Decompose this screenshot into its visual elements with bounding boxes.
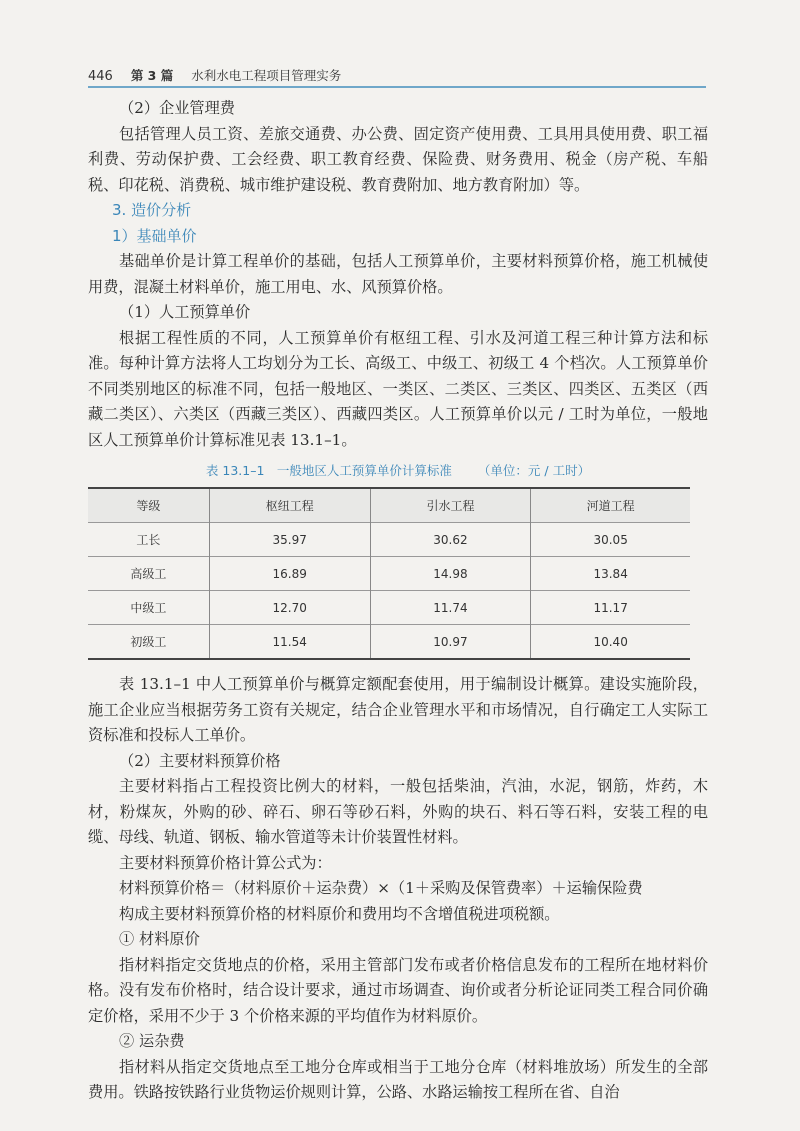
labor-price-table [88,487,690,660]
table-caption-text: 表 13.1–1 一般地区人工预算单价计算标准 [205,463,452,478]
subsection-title: ① 材料原价 [119,930,200,948]
table-header-row [88,488,690,523]
part-label: 第 3 篇 [130,68,174,83]
formula-intro: 主要材料预算价格计算公式为： [119,853,332,872]
table-caption [88,461,708,479]
table-cell: 10.97 [370,625,531,660]
paragraph: 主要材料指占工程投资比例大的材料，一般包括柴油，汽油，水泥，钢筋，炸药，木材，粉煤灰，外购的砂、碎石、卵石等砂石料，外购的块石、料石等石料，安装工程的电缆、母线、轨道、钢板、输水管道等未计价装置性材料。 [88,777,708,846]
header-cell: 引水工程 [370,488,531,523]
table-cell: 35.97 [209,523,370,557]
page-body [88,96,708,1106]
formula: 材料预算价格＝（材料原价＋运杂费）×（1＋采购及保管费率）＋运输保险费 [119,879,643,897]
header-cell: 等级 [88,488,209,523]
running-header [88,66,708,84]
paragraph: 根据工程性质的不同，人工预算单价有枢纽工程、引水及河道工程三种计算方法和标准。每种计算方法将人工均划分为工长、高级工、中级工、初级工 4 个档次。人工预算单价不同类别地区的标准不同，包括一般地区、一类区、二类区、三类区、四类区、五类区（西藏二类区）、六类区（西藏三类区）、西藏四类区。人工预算单价以元 / 工时为单位，一般地区人工预算单价计算标准见表 13.1–1。 [88,328,708,449]
heading-base-price: 1）基础单价 [112,226,197,245]
table-cell: 11.17 [531,591,690,625]
table-cell: 30.05 [531,523,690,557]
header-cell: 河道工程 [531,488,690,523]
table-cell: 高级工 [88,557,209,591]
book-title: 水利水电工程项目管理实务 [191,68,342,83]
table-row [88,591,690,625]
table-cell: 14.98 [370,557,531,591]
section-title: （1）人工预算单价 [119,303,251,321]
subsection-title: ② 运杂费 [119,1032,185,1050]
table-row [88,625,690,660]
section-title: （2）企业管理费 [119,99,235,117]
paragraph: 指材料指定交货地点的价格，采用主管部门发布或者价格信息发布的工程所在地材料价格。没有发布价格时，结合设计要求，通过市场调查、询价或者分析论证同类工程合同价确定价格，采用不少于 3 个价格来源的平均值作为材料原价。 [88,955,708,1025]
section-title: （2）主要材料预算价格 [119,751,281,770]
table-row [88,523,690,557]
table-cell: 13.84 [531,557,690,591]
header-cell: 枢纽工程 [209,488,370,523]
paragraph: 基础单价是计算工程单价的基础，包括人工预算单价，主要材料预算价格，施工机械使用费，混凝土材料单价，施工用电、水、风预算价格。 [88,252,708,296]
table-cell: 工长 [88,523,209,557]
table-cell: 初级工 [88,625,209,660]
table-cell: 16.89 [209,557,370,591]
table-cell: 30.62 [370,523,531,557]
heading-cost-analysis: 3. 造价分析 [112,201,192,219]
page-number: 446 [88,69,113,84]
table-cell: 12.70 [209,591,370,625]
table-cell: 11.54 [209,625,370,660]
table-cell: 10.40 [531,625,690,660]
table-row [88,557,690,591]
paragraph: 包括管理人员工资、差旅交通费、办公费、固定资产使用费、工具用具使用费、职工福利费、劳动保护费、工会经费、职工教育经费、保险费、财务费用、税金（房产税、车船税、印花税、消费税、城市维护建设税、教育费附加、地方教育附加）等。 [88,124,708,194]
table-cell: 11.74 [370,591,531,625]
table-cell: 中级工 [88,591,209,625]
formula-note: 构成主要材料预算价格的材料原价和费用均不含增值税进项税额。 [119,904,560,923]
paragraph: 指材料从指定交货地点至工地分仓库或相当于工地分仓库（材料堆放场）所发生的全部费用。铁路按铁路行业货物运价规则计算，公路、水路运输按工程所在省、自治 [88,1057,708,1101]
header-rule [88,86,706,88]
table-unit: （单位：元 / 工时） [477,463,591,478]
paragraph: 表 13.1–1 中人工预算单价与概算定额配套使用，用于编制设计概算。建设实施阶段，施工企业应当根据劳务工资有关规定，结合企业管理水平和市场情况，自行确定工人实际工资标准和投标人工单价。 [88,675,708,744]
